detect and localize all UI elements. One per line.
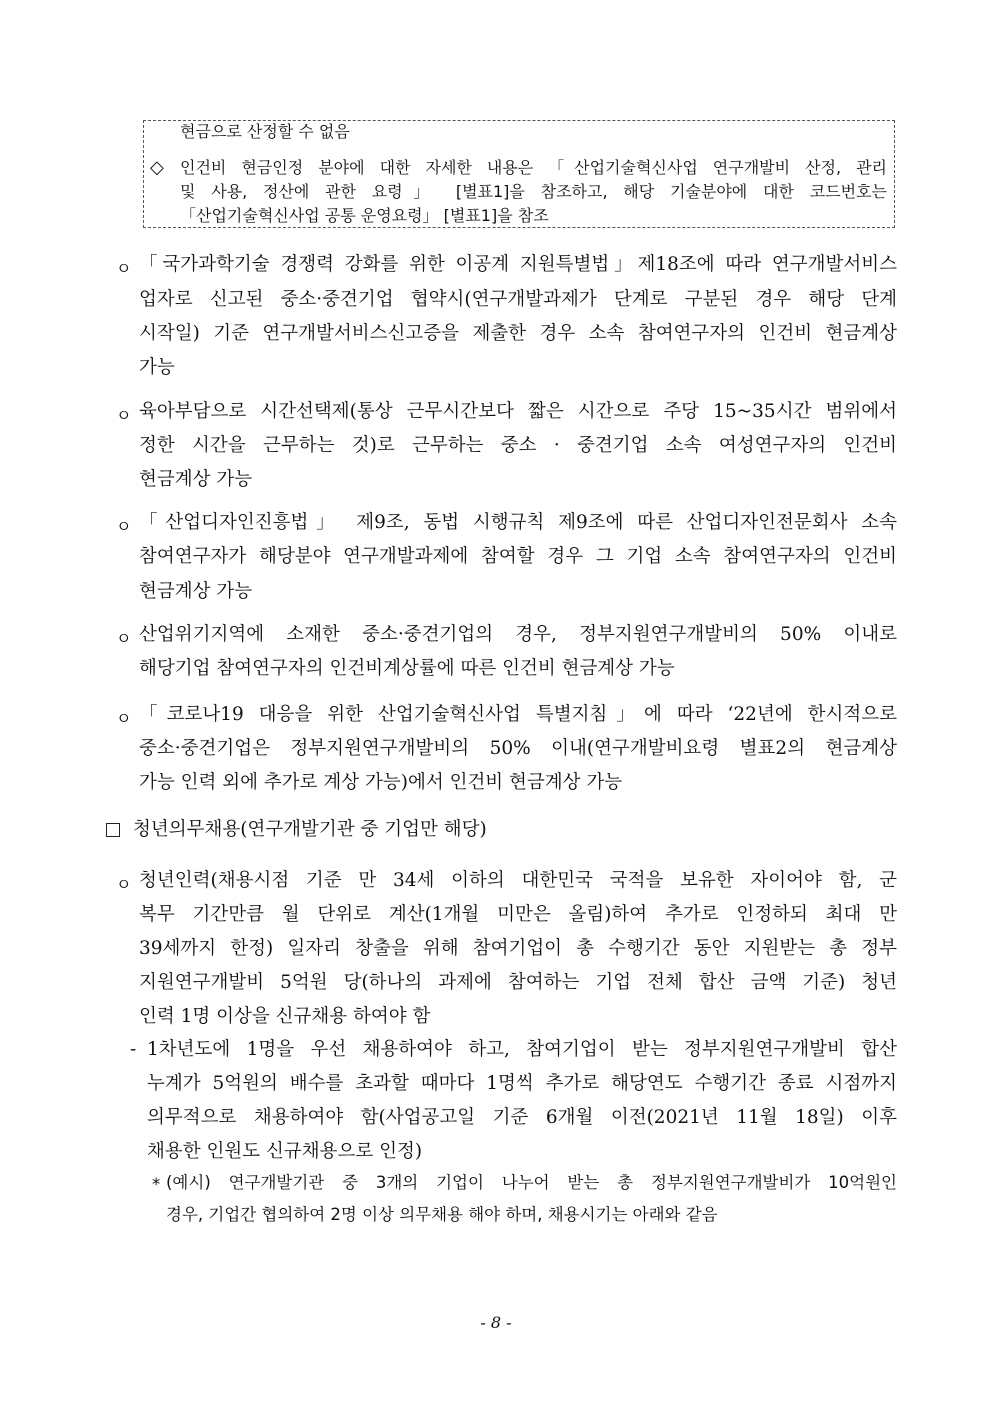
circle-bullet-icon: ㅇ (116, 517, 132, 536)
item-4-line-1: 산업위기지역에 소재한 중소·중견기업의 경우, 정부지원연구개발비의 50% 이내로 (139, 624, 897, 645)
dash-line-3: 의무적으로 채용하여야 함(사업공고일 기준 6개월 이전(2021년 11월 18일) 이후 (147, 1107, 897, 1128)
item-2-line-3: 현금계상 가능 (139, 469, 253, 490)
diamond-bullet-icon: ◇ (150, 157, 164, 178)
item-1-line-2: 업자로 신고된 중소·중견기업 협약시(연구개발과제가 단계로 구분된 경우 해당 단계 (139, 289, 897, 310)
circle-bullet-icon: ㅇ (116, 709, 132, 728)
dash-line-2: 누계가 5억원의 배수를 초과할 때마다 1명씩 추가로 해당연도 수행기간 종료 시점까지 (147, 1073, 897, 1094)
box-line-0: 현금으로 산정할 수 없음 (180, 122, 350, 141)
item-1-line-1: 「국가과학기술 경쟁력 강화를 위한 이공계 지원특별법」제18조에 따라 연구개발서비스 (139, 254, 897, 275)
item-1-line-3: 시작일) 기준 연구개발서비스신고증을 제출한 경우 소속 참여연구자의 인건비 현금계상 (139, 323, 897, 344)
box-line-1: 인건비 현금인정 분야에 대한 자세한 내용은 「산업기술혁신사업 연구개발비 산정, 관리 (180, 158, 887, 177)
box-line-3: 「산업기술혁신사업 공통 운영요령」 [별표1]을 참조 (180, 206, 549, 225)
checkbox-square-icon (106, 823, 120, 837)
section-title: 청년의무채용(연구개발기관 중 기업만 해당) (133, 819, 487, 840)
item-3-line-3: 현금계상 가능 (139, 581, 253, 602)
youth-line-3: 39세까지 한정) 일자리 창출을 위해 참여기업이 총 수행기간 동안 지원받는 총 정부 (139, 938, 897, 959)
dash-line-4: 채용한 인원도 신규채용으로 인정) (147, 1141, 423, 1162)
note-line-1: (예시) 연구개발기관 중 3개의 기업이 나누어 받는 총 정부지원연구개발비가 10억원인 (166, 1173, 897, 1192)
item-2-line-1: 육아부담으로 시간선택제(통상 근무시간보다 짧은 시간으로 주당 15~35시간 범위에서 (139, 401, 897, 422)
note-line-2: 경우, 기업간 협의하여 2명 이상 의무채용 해야 하며, 채용시기는 아래와 같음 (166, 1205, 718, 1224)
youth-line-2: 복무 기간만큼 월 단위로 계산(1개월 미만은 올림)하여 추가로 인정하되 최대 만 (139, 904, 897, 925)
youth-line-1: 청년인력(채용시점 기준 만 34세 이하의 대한민국 국적을 보유한 자이어야 함, 군 (139, 870, 897, 891)
item-1-line-4: 가능 (139, 357, 175, 378)
item-4-line-2: 해당기업 참여연구자의 인건비계상률에 따른 인건비 현금계상 가능 (139, 658, 675, 679)
item-5-line-3: 가능 인력 외에 추가로 계상 가능)에서 인건비 현금계상 가능 (139, 772, 623, 793)
item-5-line-2: 중소·중견기업은 정부지원연구개발비의 50% 이내(연구개발비요령 별표2의 현금계상 (139, 738, 897, 759)
dash-bullet-icon: - (130, 1039, 137, 1060)
circle-bullet-icon: ㅇ (116, 629, 132, 648)
circle-bullet-icon: ㅇ (116, 875, 132, 894)
circle-bullet-icon: ㅇ (116, 259, 132, 278)
item-5-line-1: 「코로나19 대응을 위한 산업기술혁신사업 특별지침」에 따라 ‘22년에 한시적으로 (139, 704, 897, 725)
asterisk-icon: * (152, 1175, 161, 1194)
dash-line-1: 1차년도에 1명을 우선 채용하여야 하고, 참여기업이 받는 정부지원연구개발비 합산 (147, 1039, 897, 1060)
youth-line-5: 인력 1명 이상을 신규채용 하여야 함 (139, 1006, 431, 1027)
item-3-line-1: 「산업디자인진흥법」 제9조, 동법 시행규칙 제9조에 따른 산업디자인전문회사 소속 (139, 512, 897, 533)
box-line-2: 및 사용, 정산에 관한 요령」 [별표1]을 참조하고, 해당 기술분야에 대한 코드번호는 (180, 182, 887, 201)
circle-bullet-icon: ㅇ (116, 406, 132, 425)
item-3-line-2: 참여연구자가 해당분야 연구개발과제에 참여할 경우 그 기업 소속 참여연구자의 인건비 (139, 546, 897, 567)
page-number: - 8 - (480, 1313, 512, 1332)
item-2-line-2: 정한 시간을 근무하는 것)로 근무하는 중소 · 중견기업 소속 여성연구자의 인건비 (139, 435, 897, 456)
youth-line-4: 지원연구개발비 5억원 당(하나의 과제에 참여하는 기업 전체 합산 금액 기준) 청년 (139, 972, 897, 993)
